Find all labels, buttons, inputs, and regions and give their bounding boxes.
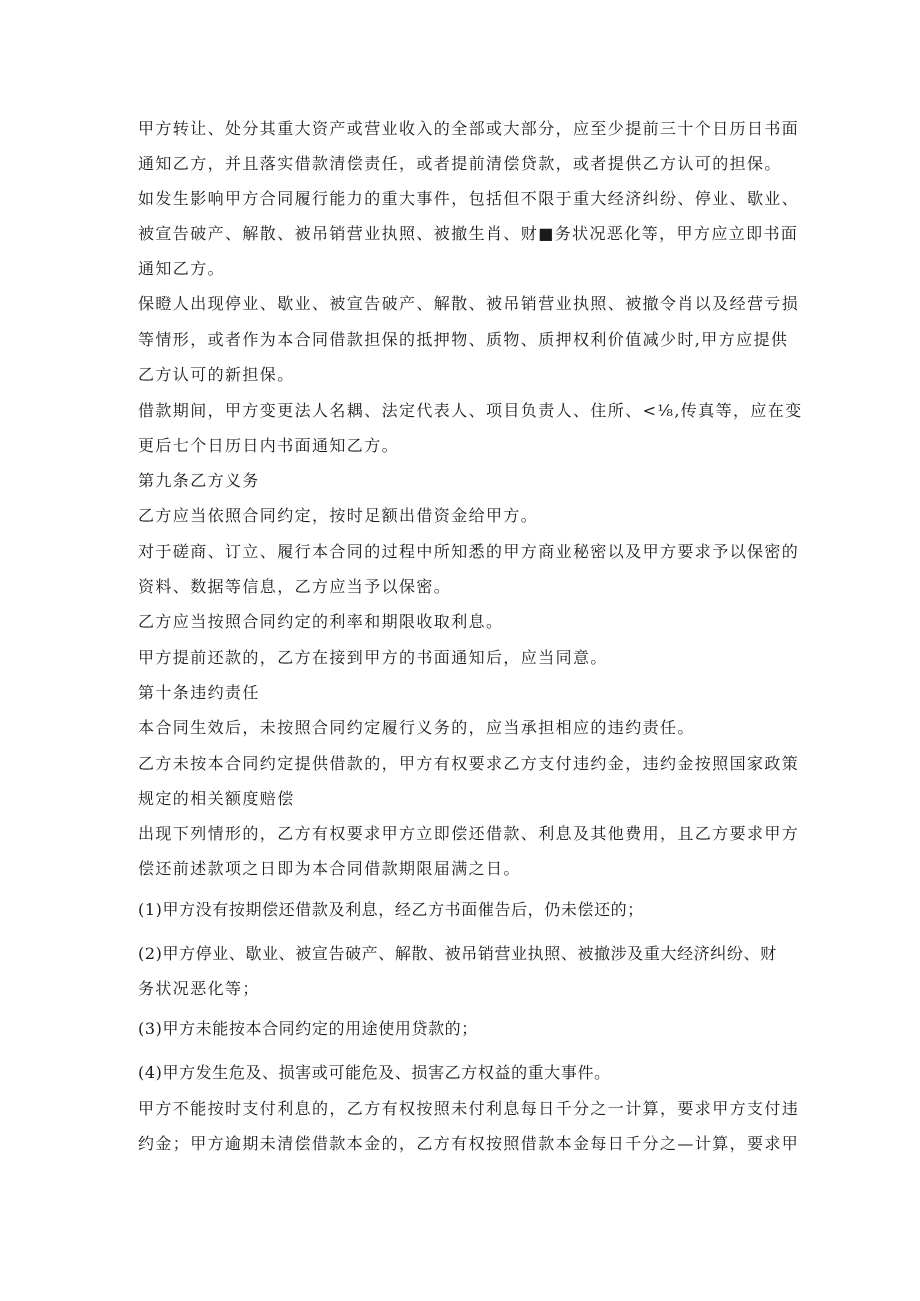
- list-item: (1)甲方没有按期偿还借款及利息，经乙方书面催告后，仍未偿还的；: [138, 900, 644, 919]
- text-line: 约金；甲方逾期未清偿借款本金的，乙方有权按照借款本金每日千分之—计算，要求甲: [138, 1134, 800, 1153]
- text-line: 乙方未按本合同约定提供借款的，甲方有权要求乙方支付违约金，违约金按照国家政策: [138, 754, 800, 773]
- text-line: 甲方提前还款的，乙方在接到甲方的书面通知后，应当同意。: [138, 648, 608, 667]
- text-line: 保瞪人出现停业、歇业、被宣告破产、解散、被吊销营业执照、被撤令肖以及经营亏损: [138, 294, 800, 313]
- text-line: 偿还前述款项之日即为本合同借款期限届满之日。: [138, 859, 521, 878]
- text-line: 通知乙方，并且落实借款清偿责任，或者提前清偿贷款，或者提供乙方认可的担保。: [138, 154, 782, 173]
- list-item: (4)甲方发生危及、损害或可能危及、损害乙方权益的重大事件。: [138, 1063, 611, 1082]
- text-line: 通知乙方。: [138, 259, 226, 278]
- text-line: 乙方应当依照合同约定，按时足额出借资金给甲方。: [138, 506, 539, 525]
- list-item: (3)甲方未能按本合同约定的用途使用贷款的；: [138, 1019, 478, 1038]
- section-heading: 第九条乙方义务: [138, 471, 260, 490]
- text-line: 乙方应当按照合同约定的利率和期限收取利息。: [138, 612, 504, 631]
- text-line: 本合同生效后，未按照合同约定履行义务的，应当承担相应的违约责任。: [138, 718, 695, 737]
- section-heading: 第十条违约责任: [138, 683, 260, 702]
- list-item: (2)甲方停业、歇业、被宣告破产、解散、被吊销营业执照、被撤涉及重大经济纠纷、财: [138, 944, 777, 963]
- text-line: 乙方认可的新担保。: [138, 365, 295, 384]
- text-line: 出现下列情形的，乙方有权要求甲方立即偿还借款、利息及其他费用，且乙方要求甲方: [138, 824, 800, 843]
- text-line: 甲方转让、处分其重大资产或营业收入的全部或大部分，应至少提前三十个日历日书面: [138, 119, 800, 138]
- text-line: 对于磋商、订立、履行本合同的过程中所知悉的甲方商业秘密以及甲方要求予以保密的: [138, 542, 800, 561]
- text-line: 资料、数据等信息，乙方应当予以保密。: [138, 577, 452, 596]
- text-line: 如发生影响甲方合同履行能力的重大事件，包括但不限于重大经济纠纷、停业、歇业、: [138, 189, 800, 208]
- text-line: 借款期间，甲方变更法人名耦、法定代表人、项目负责人、住所、<⅛,传真等，应在变: [138, 401, 803, 420]
- text-line: 等情形，或者作为本合同借款担保的抵押物、质物、质押权利价值减少时,甲方应提供: [138, 330, 789, 349]
- text-line: 规定的相关额度赔偿: [138, 789, 295, 808]
- text-line: 务状况恶化等；: [138, 979, 260, 998]
- text-line: 被宣告破产、解散、被吊销营业执照、被撤生肖、财■务状况恶化等，甲方应立即书面: [138, 224, 799, 243]
- text-line: 甲方不能按时支付利息的，乙方有权按照未付利息每日千分之一计算，要求甲方支付违: [138, 1099, 800, 1118]
- text-line: 更后七个日历日内书面通知乙方。: [138, 436, 400, 455]
